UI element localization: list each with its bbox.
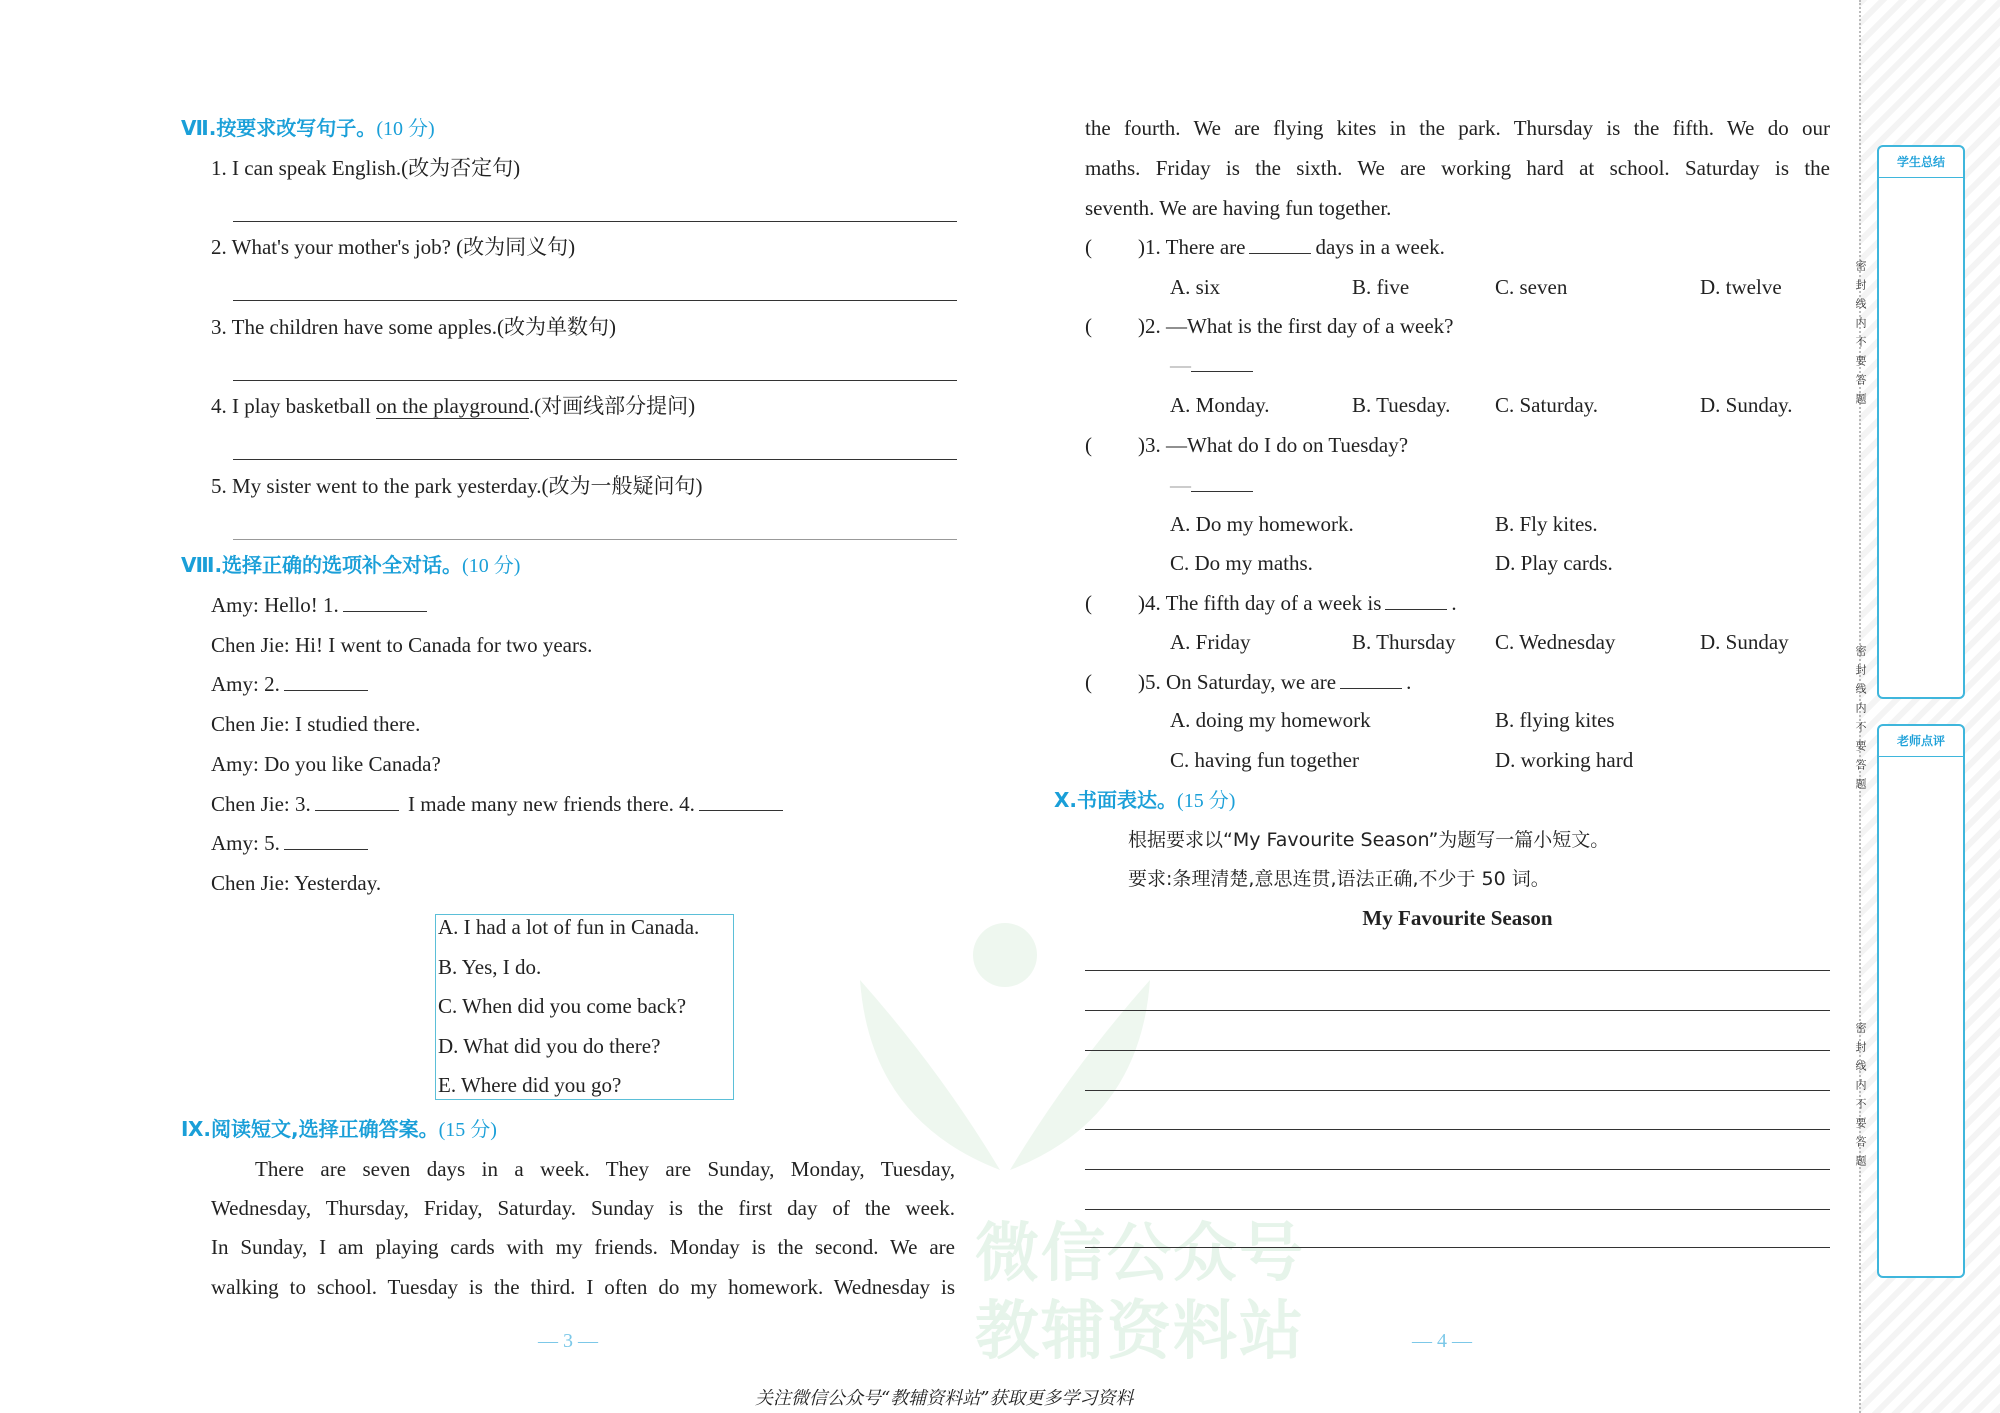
question-5: )5. On Saturday, we are .	[1138, 670, 1412, 694]
seal-text: 密封线内不要答题	[1854, 645, 1867, 797]
q5-option-c[interactable]: C. having fun together	[1170, 748, 1359, 772]
teacher-comment-box[interactable]	[1877, 724, 1965, 1278]
dialogue-line: Amy: Do you like Canada?	[211, 752, 441, 776]
q1-option-c[interactable]: C. seven	[1495, 275, 1568, 299]
passage-line: maths. Friday is the sixth. We are working hard at school. Saturday is the	[1085, 156, 1830, 180]
page-number-left: — 3 —	[538, 1330, 598, 1352]
section10-heading: Ⅹ.书面表达。(15 分)	[1054, 788, 1236, 812]
blank-3[interactable]	[315, 792, 399, 811]
answer-dash: —	[1170, 472, 1257, 498]
writing-title: My Favourite Season	[1362, 906, 1553, 930]
answer-line[interactable]	[233, 221, 957, 222]
q5-option-d[interactable]: D. working hard	[1495, 748, 1634, 772]
blank	[1340, 670, 1402, 689]
answer-paren[interactable]: (	[1085, 235, 1092, 259]
writing-line[interactable]	[1085, 1247, 1830, 1248]
answer-line[interactable]	[233, 300, 957, 301]
s7-item-5: 5. My sister went to the park yesterday.(改为一般疑问句)	[211, 474, 703, 498]
watermark-line2: 教辅资料站	[975, 1295, 1305, 1369]
passage-line: seventh. We are having fun together.	[1085, 196, 1392, 220]
q3-option-d[interactable]: D. Play cards.	[1495, 551, 1613, 575]
q3-option-c[interactable]: C. Do my maths.	[1170, 551, 1313, 575]
q5-option-a[interactable]: A. doing my homework	[1170, 708, 1371, 732]
blank-5[interactable]	[284, 831, 368, 850]
question-3: )3. —What do I do on Tuesday?	[1138, 433, 1409, 457]
dialogue-line: Amy: Hello! 1.	[211, 592, 431, 618]
q4-option-c[interactable]: C. Wednesday	[1495, 630, 1616, 654]
blank-4[interactable]	[699, 792, 783, 811]
answer-paren[interactable]: (	[1085, 591, 1092, 615]
q2-option-c[interactable]: C. Saturday.	[1495, 393, 1599, 417]
q1-option-b[interactable]: B. five	[1352, 275, 1410, 299]
q4-option-a[interactable]: A. Friday	[1170, 630, 1251, 654]
q4-option-d[interactable]: D. Sunday	[1700, 630, 1789, 654]
answer-line[interactable]	[233, 380, 957, 381]
answer-line[interactable]	[233, 539, 957, 540]
writing-line[interactable]	[1085, 1050, 1830, 1051]
blank-2[interactable]	[284, 672, 368, 691]
passage-line: walking to school. Tuesday is the third. I often do my homework. Wednesday is	[211, 1275, 955, 1299]
question-4: )4. The fifth day of a week is .	[1138, 591, 1457, 615]
passage-line: There are seven days in a week. They are Sunday, Monday, Tuesday,	[255, 1157, 955, 1181]
answer-paren[interactable]: (	[1085, 433, 1092, 457]
page-number-right: — 4 —	[1412, 1330, 1472, 1352]
option-d: D. What did you do there?	[438, 1034, 661, 1058]
q2-option-a[interactable]: A. Monday.	[1170, 393, 1270, 417]
dialogue-line: Chen Jie: Hi! I went to Canada for two years.	[211, 633, 593, 657]
q4-option-b[interactable]: B. Thursday	[1352, 630, 1456, 654]
dialogue-line: Chen Jie: 3. I made many new friends there. 4.	[211, 791, 787, 817]
question-1: )1. There are days in a week.	[1138, 235, 1445, 259]
seal-text: 密封线内不要答题	[1854, 1022, 1867, 1174]
writing-instruction: 根据要求以“My Favourite Season”为题写一篇小短文。	[1128, 829, 1610, 851]
answer-paren[interactable]: (	[1085, 670, 1092, 694]
section8-heading: Ⅷ.选择正确的选项补全对话。(10 分)	[181, 553, 521, 577]
seal-text: 密封线内不要答题	[1854, 260, 1867, 412]
s7-item-2: 2. What's your mother's job? (改为同义句)	[211, 235, 576, 259]
writing-line[interactable]	[1085, 1209, 1830, 1210]
passage-line: Wednesday, Thursday, Friday, Saturday. Sunday is the first day of the week.	[211, 1196, 955, 1220]
q3-option-b[interactable]: B. Fly kites.	[1495, 512, 1598, 536]
option-e: E. Where did you go?	[438, 1073, 622, 1097]
q1-option-a[interactable]: A. six	[1170, 275, 1221, 299]
q1-option-d[interactable]: D. twelve	[1700, 275, 1782, 299]
writing-line[interactable]	[1085, 1169, 1830, 1170]
student-summary-box[interactable]	[1877, 145, 1965, 699]
student-summary-label: 学生总结	[1879, 147, 1963, 178]
teacher-comment-label: 老师点评	[1879, 726, 1963, 757]
answer-dash: —	[1170, 352, 1257, 378]
dialogue-line: Amy: 5.	[211, 830, 372, 856]
question-2: )2. —What is the first day of a week?	[1138, 314, 1454, 338]
s7-item-4: 4. I play basketball on the playground.(对画线部分提问)	[211, 394, 696, 418]
blank-1[interactable]	[343, 593, 427, 612]
option-c: C. When did you come back?	[438, 994, 687, 1018]
writing-requirement: 要求:条理清楚,意思连贯,语法正确,不少于 50 词。	[1128, 868, 1550, 890]
answer-paren[interactable]: (	[1085, 314, 1092, 338]
underlined-phrase: on the playground	[376, 394, 529, 418]
blank	[1249, 235, 1311, 254]
s7-item-3: 3. The children have some apples.(改为单数句)	[211, 315, 616, 339]
section9-heading: Ⅸ.阅读短文,选择正确答案。(15 分)	[181, 1117, 497, 1141]
dialogue-line: Chen Jie: I studied there.	[211, 712, 421, 736]
option-b: B. Yes, I do.	[438, 955, 542, 979]
passage-line: the fourth. We are flying kites in the park. Thursday is the fifth. We do our	[1085, 116, 1830, 140]
watermark-line1: 微信公众号	[975, 1217, 1305, 1291]
answer-line[interactable]	[233, 459, 957, 460]
writing-line[interactable]	[1085, 1010, 1830, 1011]
s7-item-1: 1. I can speak English.(改为否定句)	[211, 156, 521, 180]
dialogue-line: Amy: 2.	[211, 671, 372, 697]
writing-line[interactable]	[1085, 1090, 1830, 1091]
section7-heading: Ⅶ.按要求改写句子。(10 分)	[181, 116, 435, 140]
writing-line[interactable]	[1085, 1129, 1830, 1130]
dialogue-line: Chen Jie: Yesterday.	[211, 871, 382, 895]
blank	[1191, 353, 1253, 372]
blank	[1385, 591, 1447, 610]
passage-line: In Sunday, I am playing cards with my friends. Monday is the second. We are	[211, 1235, 955, 1259]
blank	[1191, 473, 1253, 492]
writing-line[interactable]	[1085, 970, 1830, 971]
footer-note: 关注微信公众号“教辅资料站”获取更多学习资料	[755, 1388, 1134, 1409]
q5-option-b[interactable]: B. flying kites	[1495, 708, 1615, 732]
q2-option-b[interactable]: B. Tuesday.	[1352, 393, 1451, 417]
option-a: A. I had a lot of fun in Canada.	[438, 915, 700, 939]
q3-option-a[interactable]: A. Do my homework.	[1170, 512, 1354, 536]
q2-option-d[interactable]: D. Sunday.	[1700, 393, 1793, 417]
